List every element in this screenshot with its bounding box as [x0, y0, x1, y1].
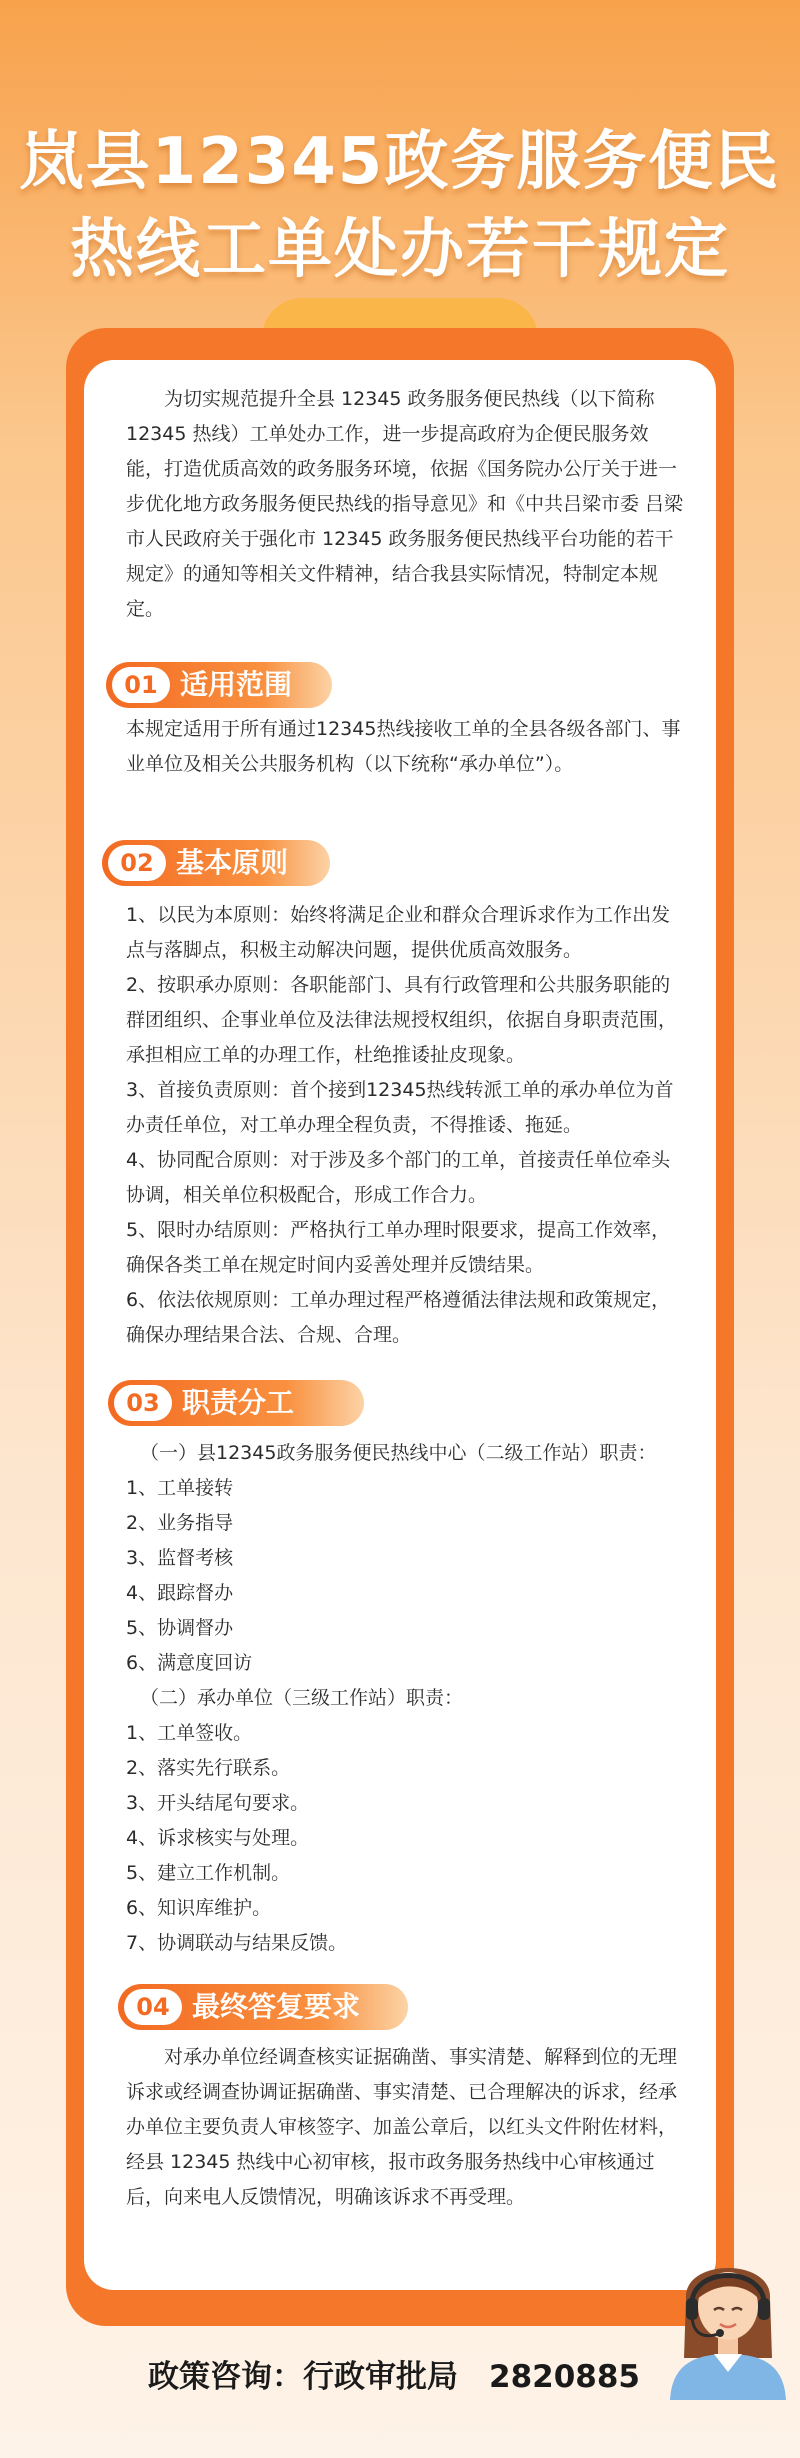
section-header-scope [106, 662, 332, 708]
section-title: 适用范围 [180, 668, 293, 701]
principle-item: 4、协同配合原则：对于涉及多个部门的工单，首接责任单位牵头协调，相关单位积极配合，形成工作合力。 [126, 1149, 671, 1206]
section-header-principles [102, 840, 330, 886]
footer-contact: 政策咨询：行政审批局 2820885 [148, 2359, 640, 2395]
principle-item: 3、首接负责原则：首个接到12345热线转派工单的承办单位为首办责任单位，对工单办理全程负责，不得推诿、拖延。 [126, 1079, 674, 1136]
principle-item: 2、按职承办原则：各职能部门、具有行政管理和公共服务职能的群团组织、企事业单位及法律法规授权组织，依据自身职责范围，承担相应工单的办理工作，杜绝推诿扯皮现象。 [126, 974, 678, 1066]
duty-item: 6、满意度回访 [126, 1652, 253, 1674]
section-title: 基本原则 [176, 846, 289, 879]
section-number: 02 [108, 845, 166, 881]
scope-paragraph: 本规定适用于所有通过12345热线接收工单的全县各级各部门、事业单位及相关公共服务机构（以下统称“承办单位”）。 [126, 718, 681, 775]
duty-item: 3、监督考核 [126, 1547, 234, 1569]
duties-list [126, 1436, 686, 1961]
duty-item: 1、工单接转 [126, 1477, 234, 1499]
section-header-duties [108, 1380, 364, 1426]
principle-item: 5、限时办结原则：严格执行工单办理时限要求，提高工作效率，确保各类工单在规定时间内妥善处理并反馈结果。 [126, 1219, 671, 1276]
section-number: 01 [112, 667, 170, 703]
duty-item: 2、落实先行联系。 [126, 1757, 291, 1779]
duty-item: 5、建立工作机制。 [126, 1862, 291, 1884]
section-title: 职责分工 [182, 1386, 295, 1419]
duties-subheading: （一）县12345政务服务便民热线中心（二级工作站）职责： [140, 1442, 657, 1464]
section-header-final-reply [118, 1984, 408, 2030]
section-number: 03 [114, 1385, 172, 1421]
section-title: 最终答复要求 [192, 1990, 361, 2023]
duty-item: 3、开头结尾句要求。 [126, 1792, 310, 1814]
principle-item: 6、依法依规原则：工单办理过程严格遵循法律法规和政策规定，确保办理结果合法、合规、合理。 [126, 1289, 671, 1346]
duty-item: 7、协调联动与结果反馈。 [126, 1932, 348, 1954]
duty-item: 4、诉求核实与处理。 [126, 1827, 310, 1849]
principle-item: 1、以民为本原则：始终将满足企业和群众合理诉求作为工作出发点与落脚点，积极主动解决问题，提供优质高效服务。 [126, 904, 671, 961]
principles-list [126, 898, 686, 1353]
duty-item: 1、工单签收。 [126, 1722, 253, 1744]
customer-service-agent-icon [662, 2240, 794, 2400]
duty-item: 5、协调督办 [126, 1617, 234, 1639]
duty-item: 6、知识库维护。 [126, 1897, 272, 1919]
title-line-1: 岚县12345政务服务便民 [19, 125, 781, 199]
duty-item: 4、跟踪督办 [126, 1582, 234, 1604]
page-title [0, 118, 800, 294]
intro-paragraph: 为切实规范提升全县 12345 政务服务便民热线（以下简称 12345 热线）工单处办工作，进一步提高政府为企便民服务效能，打造优质高效的政务服务环境，依据《国务院办公厅关于进一步优化地方政务服务便民热线的指导意见》和《中共吕梁市委 吕梁市人民政府关于强化市 12345 政务服务便民热线平台功能的若干规定》的通知等相关文件精神，结合我县实际情况，特制定本规定。 [126, 388, 684, 620]
duties-subheading: （二）承办单位（三级工作站）职责： [140, 1687, 464, 1709]
duty-item: 2、业务指导 [126, 1512, 234, 1534]
final-reply-paragraph: 对承办单位经调查核实证据确凿、事实清楚、解释到位的无理诉求或经调查协调证据确凿、事实清楚、已合理解决的诉求，经承办单位主要负责人审核签字、加盖公章后，以红头文件附佐材料，经县 12345 热线中心初审核，报市政务服务热线中心审核通过后，向来电人反馈情况，明确该诉求不再受理。 [126, 2046, 678, 2208]
title-line-2: 热线工单处办若干规定 [70, 213, 730, 287]
section-number: 04 [124, 1989, 182, 2025]
